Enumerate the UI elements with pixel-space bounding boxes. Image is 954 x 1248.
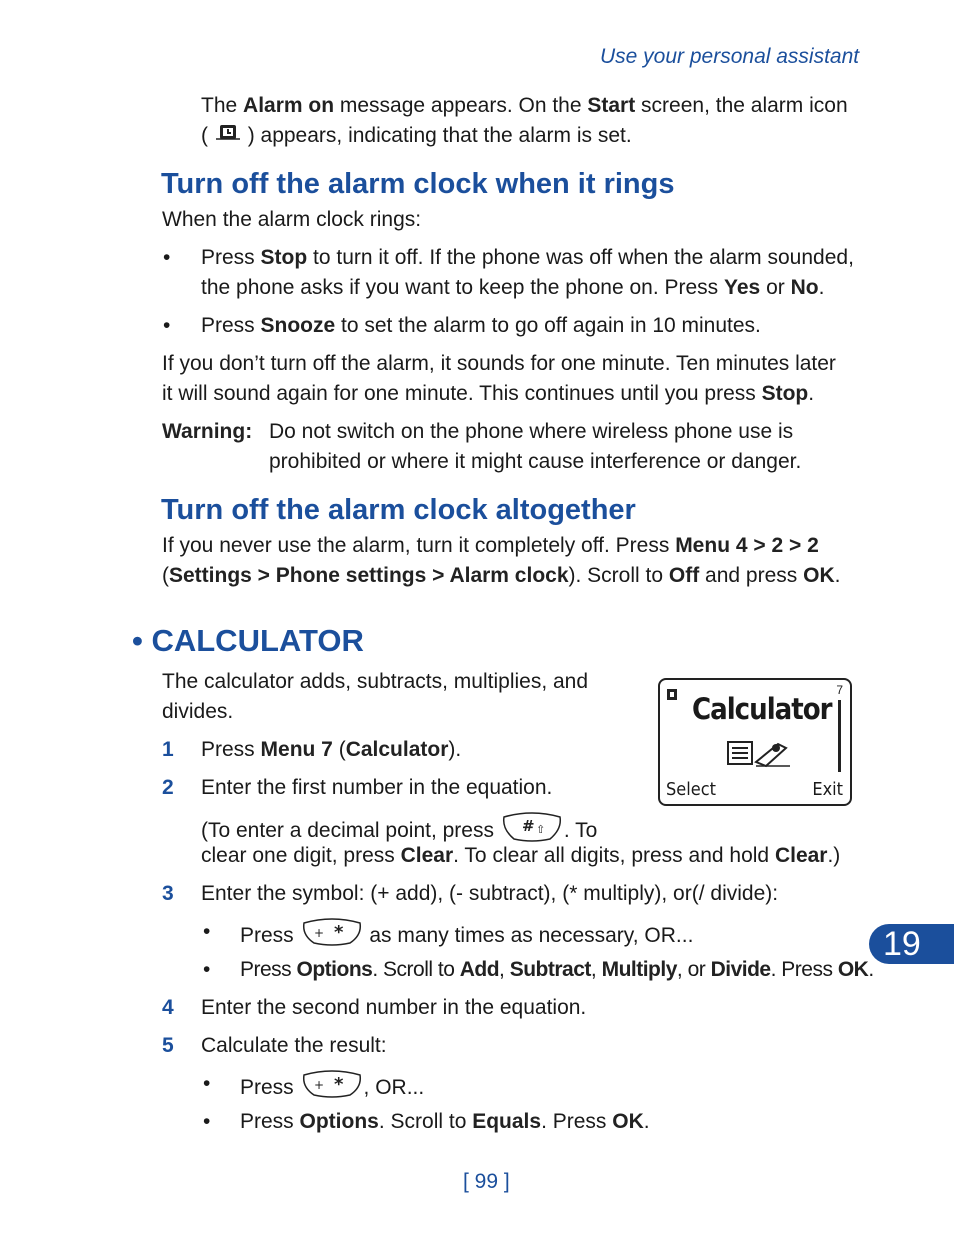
section-heading-turn-off-when-rings: Turn off the alarm clock when it rings bbox=[161, 168, 675, 200]
softkey-select: Select bbox=[666, 779, 716, 800]
section2-line-2: (Settings > Phone settings > Alarm clock). Scroll to Off and press OK. bbox=[162, 564, 841, 587]
step-3-bullet-2: Press Options. Scroll to Add, Subtract, Multiply, or Divide. Press OK. bbox=[240, 958, 874, 981]
svg-text:+: + bbox=[313, 1078, 324, 1092]
step-2-clear-line: clear one digit, press Clear. To clear all digits, press and hold Clear.) bbox=[201, 844, 841, 867]
section1-paragraph-line-2: it will sound again for one minute. This continues until you press Stop. bbox=[162, 382, 815, 405]
step-1-text: Press Menu 7 (Calculator). bbox=[201, 738, 462, 761]
svg-text:*: * bbox=[333, 1074, 343, 1095]
step-3-bullet-1: Press + * as many times as necessary, OR... bbox=[240, 917, 693, 956]
softkey-exit: Exit bbox=[812, 779, 843, 800]
bullet-dot: • bbox=[203, 920, 211, 943]
section1-paragraph-line-1: If you don’t turn off the alarm, it sounds for one minute. Ten minutes later bbox=[162, 352, 836, 375]
step-number: 2 bbox=[162, 776, 174, 799]
alarm-clock-icon bbox=[214, 121, 242, 151]
step-5-text: Calculate the result: bbox=[201, 1034, 387, 1057]
bullet-dot: • bbox=[203, 1072, 211, 1095]
section1-lead: When the alarm clock rings: bbox=[162, 208, 422, 231]
step-number: 3 bbox=[162, 882, 174, 905]
warning-label: Warning: bbox=[162, 420, 253, 443]
warning-text-line-2: prohibited or where it might cause interference or danger. bbox=[269, 450, 802, 473]
intro-line-2: ( ) appears, indicating that the alarm is set. bbox=[201, 121, 632, 151]
screen-title: Calculator bbox=[692, 692, 832, 726]
bullet-dot: • bbox=[163, 246, 171, 269]
star-key-icon bbox=[300, 917, 364, 956]
step-2-decimal-line: (To enter a decimal point, press # ⇧ . To bbox=[201, 811, 597, 852]
calculator-intro-line-1: The calculator adds, subtracts, multiplies, and bbox=[162, 670, 589, 693]
section1-bullet-2: Press Snooze to set the alarm to go off again in 10 minutes. bbox=[201, 314, 761, 337]
svg-text:⇧: ⇧ bbox=[535, 823, 546, 836]
star-key-icon bbox=[300, 1069, 364, 1108]
bullet-dot: • bbox=[203, 1110, 211, 1133]
scroll-bar bbox=[838, 700, 841, 772]
scroll-index: 7 bbox=[836, 683, 843, 697]
section-heading-turn-off-altogether: Turn off the alarm clock altogether bbox=[161, 494, 636, 526]
svg-text:#: # bbox=[521, 817, 535, 835]
step-4-text: Enter the second number in the equation. bbox=[201, 996, 587, 1019]
signal-icon bbox=[666, 684, 680, 708]
warning-text-line-1: Do not switch on the phone where wireless phone use is bbox=[269, 420, 794, 443]
chapter-tab: 19 bbox=[869, 924, 954, 964]
bullet-dot: • bbox=[203, 958, 211, 981]
step-number: 1 bbox=[162, 738, 174, 761]
intro-line-1: The Alarm on message appears. On the Start screen, the alarm icon bbox=[201, 94, 848, 117]
section1-bullet-1-line-1: Press Stop to turn it off. If the phone was off when the alarm sounded, bbox=[201, 246, 854, 269]
page-number: [ 99 ] bbox=[463, 1170, 510, 1193]
calculator-icon bbox=[726, 738, 796, 774]
phone-screen-calculator bbox=[658, 678, 852, 806]
svg-text:*: * bbox=[333, 922, 343, 943]
step-5-bullet-2: Press Options. Scroll to Equals. Press OK. bbox=[240, 1110, 650, 1133]
bullet-dot: • bbox=[163, 314, 171, 337]
step-3-text: Enter the symbol: (+ add), (- subtract), (* multiply), or(/ divide): bbox=[201, 882, 779, 905]
svg-text:+: + bbox=[313, 926, 324, 940]
step-number: 5 bbox=[162, 1034, 174, 1057]
running-head: Use your personal assistant bbox=[600, 45, 860, 68]
step-number: 4 bbox=[162, 996, 174, 1019]
step-5-bullet-1: Press + * , OR... bbox=[240, 1069, 424, 1108]
section1-bullet-1-line-2: the phone asks if you want to keep the phone on. Press Yes or No. bbox=[201, 276, 825, 299]
calculator-heading: • CALCULATOR bbox=[132, 623, 364, 658]
calculator-intro-line-2: divides. bbox=[162, 700, 234, 723]
step-2-text: Enter the first number in the equation. bbox=[201, 776, 553, 799]
section2-line-1: If you never use the alarm, turn it completely off. Press Menu 4 > 2 > 2 bbox=[162, 534, 819, 557]
